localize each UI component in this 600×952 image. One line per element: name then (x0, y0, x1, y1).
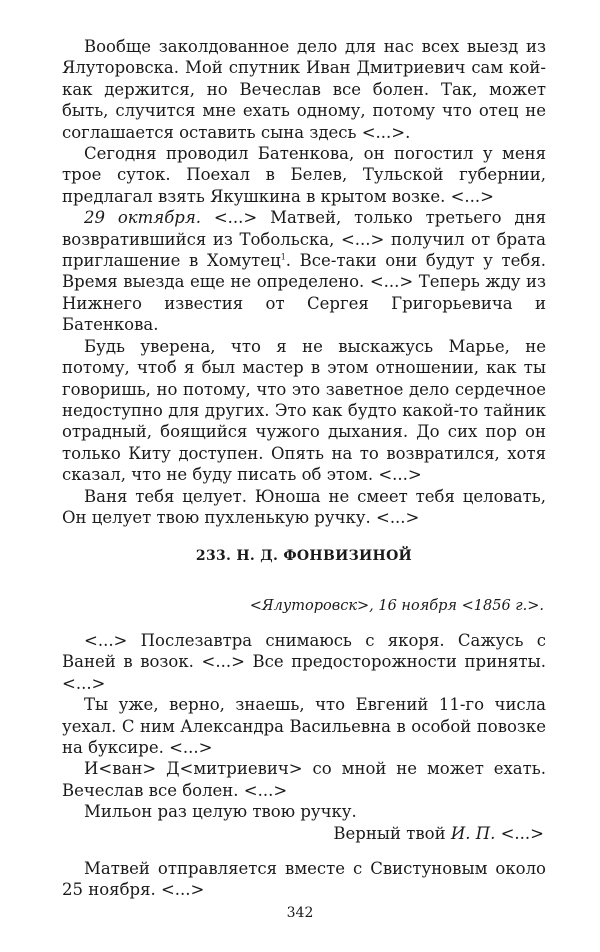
paragraph: И<ван> Д<митриевич> со мной не может ехать. Вечеслав все болен. <...> (62, 759, 546, 800)
signature-text: <...> (495, 823, 544, 843)
paragraph: Вообще заколдованное дело для нас всех выезд из Ялуторовска. Мой спутник Иван Дмитриевич сам кой-как держится, но Вечеслав все болен. Так, может быть, случится мне ехать одному, потому что отец не соглашается оставить сына здесь <...>. (62, 37, 546, 142)
signature-text: Верный твой (333, 823, 451, 843)
paragraph: Ты уже, верно, знаешь, что Евгений 11-го числа уехал. С ним Александра Васильевна в особой повозке на буксире. <...> (62, 695, 546, 758)
entry-date: 29 октября. (84, 208, 201, 228)
signature-initials: И. П. (450, 823, 496, 843)
paragraph-text: . Все-таки они будут у тебя. Время выезда еще не определено. <...> Теперь жду из Нижнего известия от Сергея Григорьевича и Батенкова. (62, 251, 547, 335)
page-number: 342 (286, 905, 314, 921)
paragraph (62, 207, 546, 335)
postscript: Матвей отправляется вместе с Свистуновым около 25 ноября. <...> (62, 859, 546, 900)
paragraph-text: <...> Матвей, только третьего дня возвратившийся из Тобольска, <...> получил от брата приглашение в Хомутец (62, 208, 546, 271)
paragraph: Мильон раз целую твою ручку. (84, 802, 357, 822)
letter-heading: 233. Н. Д. ФОНВИЗИНОЙ (195, 548, 413, 564)
letter-continuation (62, 36, 546, 528)
letter-body (62, 630, 546, 901)
letter-dateline: <Ялуторовск>, 16 ноября <1856 г.>. (249, 598, 544, 614)
paragraph: <...> Послезавтра снимаюсь с якоря. Сажусь с Ваней в возок. <...> Все предосторожности приняты. <...> (62, 631, 546, 693)
signature (62, 823, 546, 844)
footnote-marker: 1 (280, 252, 286, 262)
paragraph: Ваня тебя целует. Юноша не смеет тебя целовать, Он целует твою пухленькую ручку. <...> (62, 486, 546, 527)
paragraph: Будь уверена, что я не выскажусь Марье, не потому, чтоб я был мастер в этом отношении, как ты говоришь, но потому, что это заветное дело сердечное недоступно для других. Это как будто какой-то тайник отрадный, боящийся чужого дыхания. До сих пор он только Киту доступен. Опять на то возвратился, хотя сказал, что не буду писать об этом. <...> (62, 336, 546, 485)
paragraph: Сегодня проводил Батенкова, он погостил у меня трое суток. Поехал в Белев, Тульской губернии, предлагал взять Якушкина в крытом возке. <...> (62, 144, 546, 206)
